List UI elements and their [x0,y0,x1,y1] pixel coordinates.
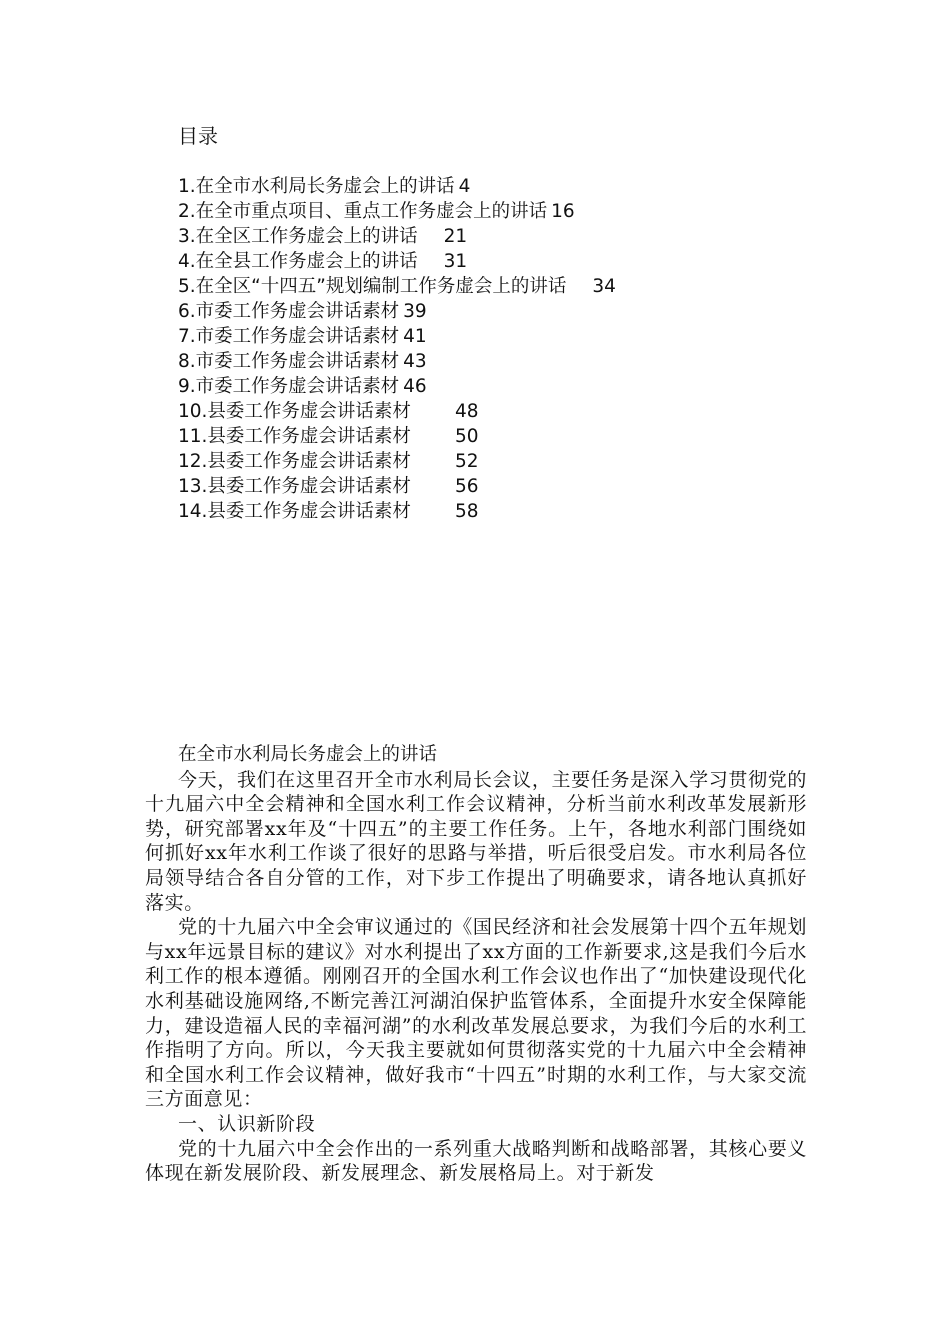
article-paragraph: 党的十九届六中全会作出的一系列重大战略判断和战略部署，其核心要义体现在新发展阶段、新发展理念、新发展格局上。对于新发 [145,1137,807,1185]
toc-item-label: 5.在全区“十四五”规划编制工作务虚会上的讲话 [178,276,567,297]
toc-item-page: 21 [443,226,468,247]
toc-item[interactable] [178,174,818,199]
toc-item[interactable] [178,299,818,324]
toc-item-page: 56 [454,476,479,497]
toc-item[interactable] [178,249,818,274]
toc-item-label: 3.在全区工作务虚会上的讲话 [178,226,418,247]
toc-item-label: 2.在全市重点项目、重点工作务虚会上的讲话 [178,201,548,222]
toc-item-page: 52 [454,451,479,472]
toc-item[interactable] [178,349,818,374]
section-heading: 一、认识新阶段 [178,1112,316,1135]
toc-item-label: 11.县委工作务虚会讲话素材 [178,426,411,447]
toc-item-page: 4 [458,176,471,197]
toc-item[interactable] [178,449,818,474]
toc-item[interactable] [178,324,818,349]
toc-item-page: 46 [403,376,427,397]
toc-item-label: 14.县委工作务虚会讲话素材 [178,501,411,522]
toc-item[interactable] [178,474,818,499]
article-paragraph: 今天，我们在这里召开全市水利局长会议，主要任务是深入学习贯彻党的十九届六中全会精神和全国水利工作会议精神，分析当前水利改革发展新形势，研究部署xx年及“十四五”的主要工作任务。上午，各地水利部门围绕如何抓好xx年水利工作谈了很好的思路与举措，听后很受启发。市水利局各位局领导结合各自分管的工作，对下步工作提出了明确要求，请各地认真抓好落实。 [145,768,807,914]
toc-item-label: 8.市委工作务虚会讲话素材 [178,351,400,372]
toc-item-page: 16 [551,201,575,222]
toc-item-page: 58 [454,501,479,522]
toc-item-page: 48 [454,401,479,422]
toc-item-label: 10.县委工作务虚会讲话素材 [178,401,411,422]
toc-item-page: 39 [403,301,427,322]
toc-item-page: 50 [454,426,479,447]
article-title: 在全市水利局长务虚会上的讲话 [178,744,438,765]
toc-item-page: 43 [403,351,427,372]
toc-item-page: 41 [403,326,427,347]
toc-item-label: 1.在全市水利局长务虚会上的讲话 [178,176,455,197]
toc-item-page: 34 [592,276,616,297]
toc-item-label: 13.县委工作务虚会讲话素材 [178,476,411,497]
toc-item-page: 31 [443,251,468,272]
toc-title: 目录 [178,124,218,148]
article-body [145,743,807,1186]
article-paragraph: 党的十九届六中全会审议通过的《国民经济和社会发展第十四个五年规划与xx年远景目标的建议》对水利提出了xx方面的工作新要求,这是我们今后水利工作的根本遵循。刚刚召开的全国水利工作会议也作出了“加快建设现代化水利基础设施网络,不断完善江河湖泊保护监管体系，全面提升水安全保障能力，建设造福人民的幸福河湖”的水利改革发展总要求，为我们今后的水利工作指明了方向。所以，今天我主要就如何贯彻落实党的十九届六中全会精神和全国水利工作会议精神，做好我市“十四五”时期的水利工作，与大家交流三方面意见： [145,916,807,1111]
toc-list [178,174,818,524]
toc-item-label: 4.在全县工作务虚会上的讲话 [178,251,418,272]
toc-item[interactable] [178,424,818,449]
toc-item[interactable] [178,499,818,524]
toc-item-label: 7.市委工作务虚会讲话素材 [178,326,400,347]
toc-item-label: 9.市委工作务虚会讲话素材 [178,376,400,397]
toc-item[interactable] [178,274,818,299]
table-of-contents [178,122,818,524]
toc-item-label: 6.市委工作务虚会讲话素材 [178,301,400,322]
toc-item[interactable] [178,224,818,249]
toc-item[interactable] [178,199,818,224]
toc-item[interactable] [178,374,818,399]
toc-item[interactable] [178,399,818,424]
toc-item-label: 12.县委工作务虚会讲话素材 [178,451,411,472]
